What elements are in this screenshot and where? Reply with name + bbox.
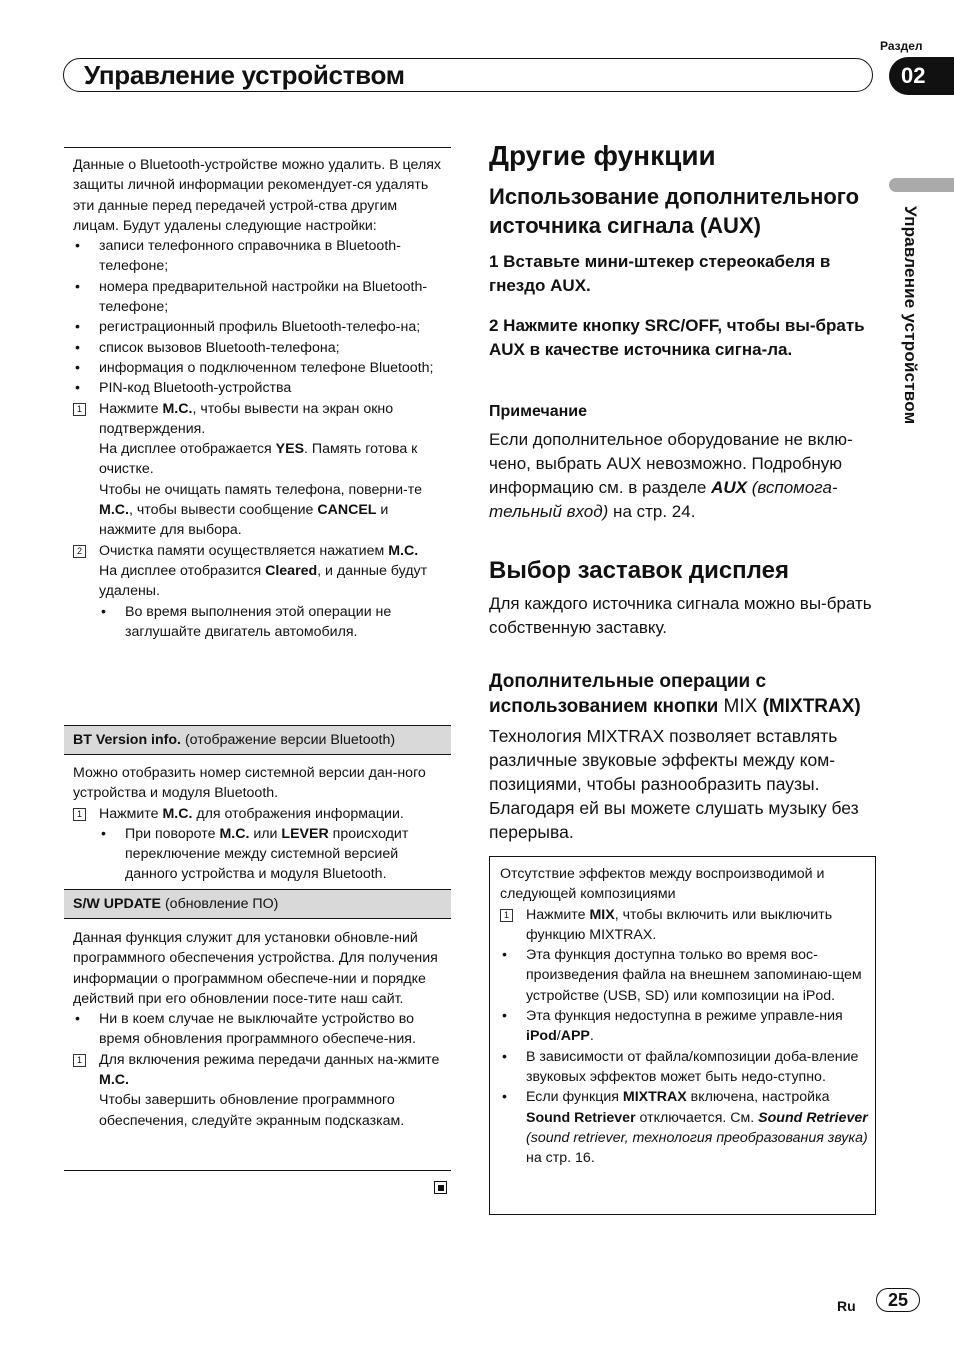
heading-aux: Использование дополнительного источника сигнала (AUX)	[489, 184, 860, 238]
key-mc: M.C.	[99, 502, 129, 519]
heading-text: Дополнительные операции с использованием кнопки	[489, 671, 767, 717]
key-mc: M.C.	[162, 805, 193, 822]
step-number-box: 2	[73, 545, 86, 558]
delete-intro: Данные о Bluetooth-устройстве можно удалить. В целях защиты личной информации рекомендует-ся удалять эти данные перед передачей устрой-ства другим лицам. Будут удалены следующие настройки:	[73, 157, 441, 234]
step-2	[73, 541, 445, 561]
section-number-badge: 02	[889, 57, 954, 95]
key-mix: MIX	[723, 696, 758, 717]
key-cleared: Cleared	[265, 562, 318, 579]
list-item: • записи телефонного справочника в Bluetooth-телефоне;	[73, 236, 445, 277]
aux-step-1: 1 Вставьте мини-штекер стереокабеля в гнездо AUX.	[489, 252, 831, 295]
bt-version-block	[73, 763, 445, 885]
side-tab-label: Управление устройством	[901, 206, 920, 425]
key-mc: M.C.	[388, 542, 419, 559]
step-text: , и данные будут удалены.	[99, 562, 428, 600]
heading-screensavers: Выбор заставок дисплея	[489, 557, 789, 584]
step-text: . Память готова к очистке.	[99, 441, 418, 478]
step-text: На дисплее отобразится	[99, 562, 266, 579]
heading-other-functions: Другие функции	[489, 140, 716, 171]
list-item	[500, 1087, 870, 1168]
heading-key: S/W UPDATE	[73, 896, 162, 912]
sw-update-heading	[64, 889, 451, 919]
heading-text: (обновление ПО)	[161, 896, 279, 912]
aux-step-2: 2 Нажмите кнопку SRC/OFF, чтобы вы-брать AUX в качестве источника сигна-ла.	[489, 316, 865, 359]
note-link-aux: AUX	[711, 478, 747, 497]
sw-intro: Данная функция служит для установки обновле-ний программного обеспечения устройства. Для получения информации о программном обеспече-нии и порядке действий при его обновлении посе-тите наш сайт.	[73, 930, 438, 1007]
step-text: Нажмите	[526, 906, 590, 923]
box-intro: Отсутствие эффектов между воспроизводимой и следующей композициями	[500, 866, 825, 903]
list-item: • PIN-код Bluetooth-устройства	[73, 378, 445, 398]
step-text: и нажмите для выбора.	[99, 502, 389, 539]
step-1	[73, 1050, 445, 1091]
step-text: , чтобы вывести сообщение	[128, 502, 318, 519]
step-number-box: 1	[73, 403, 86, 416]
key-lever: LEVER	[281, 825, 329, 842]
delete-block	[73, 155, 445, 642]
step-text: .	[589, 1028, 594, 1045]
step-number-box: 1	[500, 909, 513, 922]
step-text: Очистка памяти осуществляется нажатием	[99, 542, 389, 559]
step-text: , чтобы вывести на экран окно подтверждения.	[99, 400, 394, 437]
step-text: , чтобы включить или выключить функцию MIXTRAX.	[526, 906, 833, 943]
note-link-text: (вспомога-тельный вход)	[489, 478, 838, 521]
step-text: для отображения информации.	[192, 805, 404, 822]
divider	[64, 1170, 451, 1171]
list-item: • Ни в коем случае не выключайте устройство во время обновления программного обеспече-ния.	[73, 1009, 445, 1050]
step-1	[73, 399, 445, 440]
step-text: При повороте	[125, 825, 220, 842]
step-number-box: 1	[73, 1054, 86, 1067]
step-text: или	[249, 825, 282, 842]
section-label: Раздел	[880, 39, 923, 53]
note-title: Примечание	[489, 403, 588, 420]
step-text: /	[556, 1028, 561, 1045]
step-2-detail	[73, 561, 445, 602]
step-1-detail	[73, 439, 445, 480]
key-cancel: CANCEL	[317, 502, 377, 519]
key-ipod: iPod	[526, 1028, 557, 1045]
list-item	[500, 1006, 870, 1047]
sw-update-block	[73, 928, 445, 1131]
step-1	[500, 905, 870, 946]
heading-text: (отображение версии Bluetooth)	[181, 732, 396, 748]
step-1-detail: Чтобы завершить обновление программного обеспечения, следуйте экранным подсказкам.	[99, 1092, 405, 1129]
list-item: • В зависимости от файла/композиции доба-вление звуковых эффектов может быть недо-ступно.	[500, 1047, 870, 1088]
bt-version-heading	[64, 725, 451, 755]
step-text: Нажмите	[99, 400, 163, 417]
step-1	[73, 804, 445, 824]
ref-sound-retriever: Sound Retriever	[758, 1109, 868, 1126]
list-item: • список вызовов Bluetooth-телефона;	[73, 338, 445, 358]
step-text: включена, настройка	[686, 1089, 830, 1106]
note-page-ref: на стр. 24.	[608, 502, 696, 521]
step-text: отключается. См.	[635, 1109, 759, 1126]
key-mc: M.C.	[162, 400, 193, 417]
step-text: Если функция	[526, 1089, 623, 1106]
end-of-section-icon	[434, 1181, 447, 1194]
key-yes: YES	[275, 441, 305, 458]
key-sound-retriever: Sound Retriever	[526, 1109, 636, 1126]
list-item: • номера предварительной настройки на Bluetooth-телефоне;	[73, 277, 445, 318]
list-item: • регистрационный профиль Bluetooth-телефо-на;	[73, 317, 445, 337]
step-text: Нажмите	[99, 805, 163, 822]
list-item	[73, 824, 445, 885]
heading-mix	[489, 669, 879, 719]
list-item: • Во время выполнения этой операции не заглушайте двигатель автомобиля.	[73, 602, 445, 643]
key-mc: M.C.	[99, 1072, 129, 1089]
list-item: • информация о подключенном телефоне Bluetooth;	[73, 358, 445, 378]
note-body: Если дополнительное оборудование не вклю-чено, выбрать AUX невозможно. Подробную информацию см. в разделе	[489, 430, 853, 497]
step-1-cancel	[73, 480, 445, 541]
mixtrax-box-content	[500, 864, 870, 1168]
step-number-box: 1	[73, 808, 86, 821]
bt-intro: Можно отобразить номер системной версии дан-ного устройства и модуля Bluetooth.	[73, 765, 426, 802]
key-mixtrax: MIXTRAX	[622, 1089, 687, 1106]
screensavers-text: Для каждого источника сигнала можно вы-брать собственную заставку.	[489, 594, 872, 637]
step-text: На дисплее отображается	[99, 441, 276, 458]
step-text: Для включения режима передачи данных на-жмите	[99, 1051, 440, 1068]
list-item: • Эта функция доступна только во время вос-произведения файла на внешнем запоминаю-щем устройстве (USB, SD) или композиции на iPod.	[500, 945, 870, 1006]
page-number: 25	[876, 1288, 920, 1312]
ref-text: (sound retriever, технология преобразования звука)	[526, 1129, 868, 1146]
key-app: APP	[560, 1028, 590, 1045]
step-text: Эта функция недоступна в режиме управле-ния	[526, 1008, 843, 1025]
page-ref: на стр. 16.	[526, 1150, 595, 1167]
heading-key: BT Version info.	[73, 732, 181, 748]
mixtrax-text: Технология MIXTRAX позволяет вставлять различные звуковые эффекты между ком-позициями, чтобы разнообразить паузы. Благодаря ей вы можете слушать музыку без перерыва.	[489, 726, 859, 842]
note-text	[489, 428, 879, 524]
step-text: Чтобы не очищать память телефона, поверни-те	[99, 481, 422, 498]
language-code: Ru	[837, 1298, 856, 1314]
side-tab-marker	[889, 178, 954, 192]
page-title: Управление устройством	[84, 60, 405, 90]
key-mc: M.C.	[219, 825, 250, 842]
step-text: происходит переключение между системной версией данного устройства и модуля Bluetooth.	[125, 825, 409, 883]
divider	[64, 147, 451, 148]
key-mix: MIX	[589, 906, 615, 923]
heading-text: (MIXTRAX)	[757, 696, 861, 717]
